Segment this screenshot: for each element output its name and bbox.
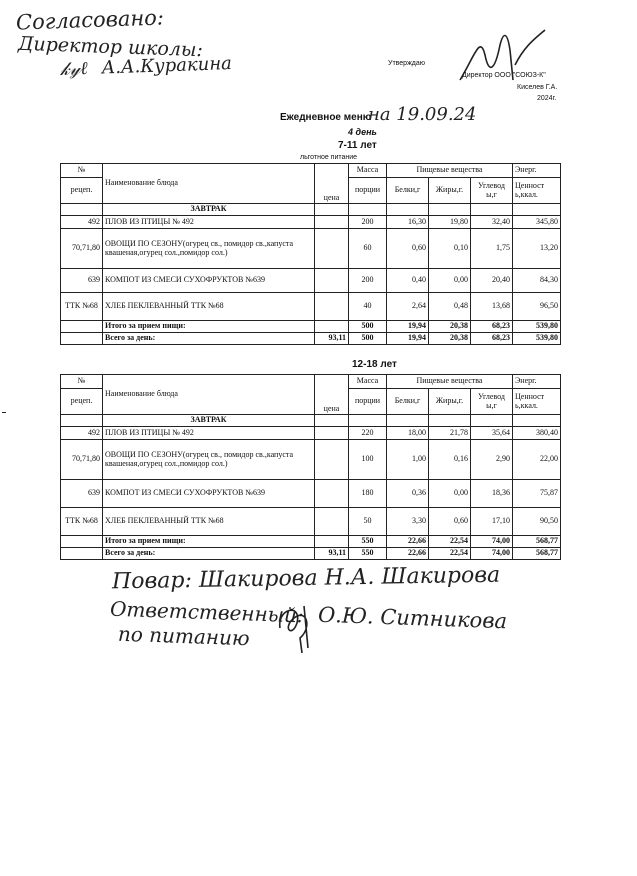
cell-mass: 60 <box>349 229 387 269</box>
scan-mark <box>2 412 6 413</box>
dish-description: (огурец св., помидор св.,капуста квашеная,огурец сол.,помидор сол.) <box>105 449 294 468</box>
cell-fat: 20,38 <box>429 321 471 333</box>
cell-energy: 13,20 <box>513 229 561 269</box>
signature-scribble: 𝓀𝓎ℓ <box>59 58 89 80</box>
col-protein-header: Белки,г <box>387 178 429 204</box>
cell-energy: 380,40 <box>513 427 561 440</box>
approve-label: Утверждаю <box>388 60 425 67</box>
cell-price <box>315 293 349 321</box>
table-row <box>61 293 561 321</box>
col-energy-header-line2: Ценност <box>515 180 545 190</box>
cell-price: 93,11 <box>315 333 349 345</box>
table-row <box>61 229 561 269</box>
cell-price <box>315 229 349 269</box>
approval-director-name: А.А.Куракина <box>101 53 233 79</box>
cell-protein: 1,00 <box>387 440 429 480</box>
table-row <box>61 216 561 229</box>
cell-recipe: 639 <box>61 269 103 293</box>
col-dish-header: Наименование блюда <box>103 375 315 415</box>
total-meal-label: Итого за прием пищи: <box>103 536 315 548</box>
cell-price <box>315 536 349 548</box>
cell-fat: 21,78 <box>429 427 471 440</box>
col-recipe-header-2: рецеп. <box>61 178 103 204</box>
cell-carb: 17,10 <box>471 508 513 536</box>
cell-carb: 74,00 <box>471 548 513 560</box>
table-row <box>61 269 561 293</box>
col-energy-header-2 <box>513 389 561 415</box>
col-dish-header: Наименование блюда <box>103 164 315 204</box>
col-fat-header: Жиры,г. <box>429 389 471 415</box>
cell-dish: ПЛОВ ИЗ ПТИЦЫ № 492 <box>103 216 315 229</box>
col-mass-header-2: порции <box>349 178 387 204</box>
dish-name: ОВОЩИ ПО СЕЗОНУ <box>105 449 183 459</box>
col-energy-header-line3: ь,ккал. <box>515 400 538 410</box>
cell-fat: 0,16 <box>429 440 471 480</box>
cell-price <box>315 321 349 333</box>
cell-dish: КОМПОТ ИЗ СМЕСИ СУХОФРУКТОВ №639 <box>103 480 315 508</box>
cell-carb: 20,40 <box>471 269 513 293</box>
cell-price <box>315 269 349 293</box>
cell-fat: 19,80 <box>429 216 471 229</box>
meal-breakfast: ЗАВТРАК <box>103 415 315 427</box>
col-mass-header-2: порции <box>349 389 387 415</box>
total-meal-row <box>61 321 561 333</box>
cell-mass: 550 <box>349 536 387 548</box>
col-fat-header: Жиры,г. <box>429 178 471 204</box>
total-meal-row <box>61 536 561 548</box>
cell-recipe: 492 <box>61 216 103 229</box>
cell-fat: 20,38 <box>429 333 471 345</box>
total-day-row <box>61 548 561 560</box>
cell-energy: 90,50 <box>513 508 561 536</box>
col-carb-header <box>471 178 513 204</box>
col-mass-header: Масса <box>349 164 387 178</box>
responsible-line2: по питанию <box>117 621 250 651</box>
col-energy-header-2 <box>513 178 561 204</box>
cell-carb: 2,90 <box>471 440 513 480</box>
col-energy-header: Энерг. <box>513 164 561 178</box>
cell-energy: 568,77 <box>513 548 561 560</box>
section-age-12-18: 12-18 лет <box>352 359 397 370</box>
table-row <box>61 427 561 440</box>
approval-director-line: Директор школы: <box>17 32 204 62</box>
menu-day: 4 день <box>348 127 377 137</box>
col-carb-header-2: ы,г <box>486 189 497 199</box>
cell-recipe: 639 <box>61 480 103 508</box>
col-nutrients-header: Пищевые вещества <box>387 164 513 178</box>
responsible-name: О.Ю. Ситникова <box>317 602 508 634</box>
cell-recipe: 70,71,80 <box>61 440 103 480</box>
cell-protein: 3,30 <box>387 508 429 536</box>
col-price-header: цена <box>315 164 349 204</box>
cell-fat: 22,54 <box>429 548 471 560</box>
col-carb-header-2: ы,г <box>486 400 497 410</box>
cell-energy: 345,80 <box>513 216 561 229</box>
cell-carb: 68,23 <box>471 321 513 333</box>
cell-fat: 0,48 <box>429 293 471 321</box>
total-day-label: Всего за день: <box>103 548 315 560</box>
cell-protein: 19,94 <box>387 321 429 333</box>
cell-price <box>315 440 349 480</box>
col-energy-header-line3: ь,ккал. <box>515 189 538 199</box>
dish-name: ОВОЩИ ПО СЕЗОНУ <box>105 238 183 248</box>
director-signature-scribble <box>455 25 550 90</box>
dish-description: (огурец св., помидор св.,капуста квашеная,огурец сол.,помидор сол.) <box>105 238 294 257</box>
table-row <box>61 508 561 536</box>
cell-dish <box>103 440 315 480</box>
approval-agreed-line: Согласовано: <box>15 5 165 35</box>
cell-protein: 22,66 <box>387 548 429 560</box>
col-nutrients-header: Пищевые вещества <box>387 375 513 389</box>
cell-carb: 18,36 <box>471 480 513 508</box>
cell-carb: 35,64 <box>471 427 513 440</box>
col-recipe-header: № <box>61 164 103 178</box>
cell-carb: 32,40 <box>471 216 513 229</box>
approver-name: Киселев Г.А. <box>517 84 558 91</box>
cell-recipe: 70,71,80 <box>61 229 103 269</box>
cell-protein: 18,00 <box>387 427 429 440</box>
cell-carb: 74,00 <box>471 536 513 548</box>
cell-dish: КОМПОТ ИЗ СМЕСИ СУХОФРУКТОВ №639 <box>103 269 315 293</box>
cell-price <box>315 508 349 536</box>
menu-table-7-11 <box>60 163 561 345</box>
table-row <box>61 480 561 508</box>
col-energy-header: Энерг. <box>513 375 561 389</box>
total-meal-label: Итого за прием пищи: <box>103 321 315 333</box>
total-day-label: Всего за день: <box>103 333 315 345</box>
cell-price: 93,11 <box>315 548 349 560</box>
cell-dish: ХЛЕБ ПЕКЛЕВАННЫЙ ТТК №68 <box>103 508 315 536</box>
cell-carb: 1,75 <box>471 229 513 269</box>
cell-energy: 22,00 <box>513 440 561 480</box>
cell-carb: 13,68 <box>471 293 513 321</box>
cell-price <box>315 427 349 440</box>
cell-energy: 539,80 <box>513 333 561 345</box>
cell-recipe: ТТК №68 <box>61 293 103 321</box>
col-protein-header: Белки,г <box>387 389 429 415</box>
menu-table-12-18 <box>60 374 561 560</box>
cell-dish: ХЛЕБ ПЕКЛЕВАННЫЙ ТТК №68 <box>103 293 315 321</box>
menu-title: Ежедневное меню <box>280 112 372 123</box>
cell-mass: 500 <box>349 333 387 345</box>
col-carb-header-1: Углевод <box>478 180 505 190</box>
responsible-line1: Ответственный: <box>109 596 305 628</box>
cell-mass: 550 <box>349 548 387 560</box>
responsible-signature-scribble <box>272 598 322 658</box>
cell-protein: 0,36 <box>387 480 429 508</box>
cell-dish <box>103 229 315 269</box>
col-carb-header <box>471 389 513 415</box>
meal-breakfast: ЗАВТРАК <box>103 204 315 216</box>
cell-mass: 180 <box>349 480 387 508</box>
total-day-row <box>61 333 561 345</box>
cell-protein: 0,60 <box>387 229 429 269</box>
cell-recipe: ТТК №68 <box>61 508 103 536</box>
cell-carb: 68,23 <box>471 333 513 345</box>
cell-protein: 22,66 <box>387 536 429 548</box>
cell-mass: 220 <box>349 427 387 440</box>
approval-year: 2024г. <box>537 95 557 102</box>
col-recipe-header-2: рецеп. <box>61 389 103 415</box>
cell-mass: 200 <box>349 216 387 229</box>
cell-protein: 16,30 <box>387 216 429 229</box>
cell-energy: 84,30 <box>513 269 561 293</box>
cell-energy: 75,87 <box>513 480 561 508</box>
cell-energy: 568,77 <box>513 536 561 548</box>
approver-position: Директор ООО "СОЮЗ-К" <box>462 72 546 79</box>
section-age-7-11: 7-11 лет <box>338 140 377 151</box>
cell-energy: 539,80 <box>513 321 561 333</box>
cell-protein: 2,64 <box>387 293 429 321</box>
handwritten-date: на 19.09.24 <box>368 104 477 125</box>
cell-fat: 0,10 <box>429 229 471 269</box>
cell-mass: 50 <box>349 508 387 536</box>
cell-fat: 0,60 <box>429 508 471 536</box>
cell-protein: 0,40 <box>387 269 429 293</box>
cell-mass: 100 <box>349 440 387 480</box>
cell-fat: 0,00 <box>429 480 471 508</box>
cell-energy: 96,50 <box>513 293 561 321</box>
section-subtitle: льготное питание <box>300 154 358 161</box>
cell-mass: 200 <box>349 269 387 293</box>
cell-price <box>315 216 349 229</box>
cell-fat: 22,54 <box>429 536 471 548</box>
cell-mass: 40 <box>349 293 387 321</box>
cell-protein: 19,94 <box>387 333 429 345</box>
cell-fat: 0,00 <box>429 269 471 293</box>
col-mass-header: Масса <box>349 375 387 389</box>
cell-recipe: 492 <box>61 427 103 440</box>
col-energy-header-line2: Ценност <box>515 391 545 401</box>
col-carb-header-1: Углевод <box>478 391 505 401</box>
cell-dish: ПЛОВ ИЗ ПТИЦЫ № 492 <box>103 427 315 440</box>
col-price-header: цена <box>315 375 349 415</box>
col-recipe-header: № <box>61 375 103 389</box>
cell-mass: 500 <box>349 321 387 333</box>
cell-price <box>315 480 349 508</box>
cook-signature: Повар: Шакирова Н.А. Шакирова <box>111 562 501 595</box>
table-row <box>61 440 561 480</box>
